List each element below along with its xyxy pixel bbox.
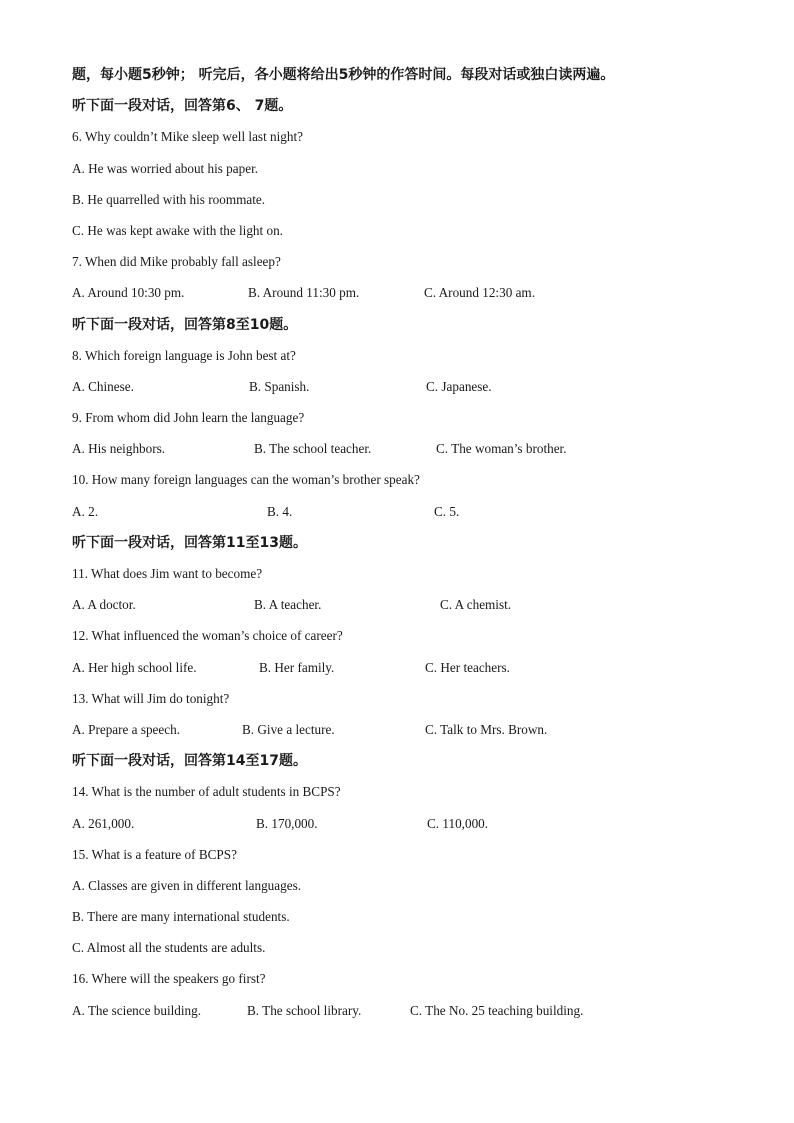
question-15-option-b: B. There are many international students.: [72, 909, 290, 925]
question-13-stem: 13. What will Jim do tonight?: [72, 690, 230, 706]
question-14-option-a: A. 261,000.: [72, 815, 135, 831]
question-13-option-b: B. Give a lecture.: [242, 721, 335, 737]
question-8-stem: 8. Which foreign language is John best at?: [72, 347, 296, 363]
question-9-options: [72, 438, 732, 469]
question-15-option-c: C. Almost all the students are adults.: [72, 940, 266, 956]
question-9-option-a: A. His neighbors.: [72, 441, 166, 457]
question-10-option-b: B. 4.: [267, 503, 293, 519]
section-heading-8-10: 听下面一段对话，回答第8至10题。: [72, 316, 298, 333]
question-10-option-a: A. 2.: [72, 503, 99, 519]
question-12-stem: 12. What influenced the woman’s choice of career?: [72, 628, 343, 644]
question-8-options: [72, 376, 732, 407]
question-11-stem: 11. What does Jim want to become?: [72, 566, 263, 581]
question-9-option-c: C. The woman’s brother.: [436, 441, 567, 457]
exam-page: [72, 64, 732, 1031]
question-11-option-c: C. A chemist.: [440, 597, 512, 613]
question-11-options: [72, 594, 732, 625]
question-10-option-c: C. 5.: [434, 503, 460, 519]
question-13-option-a: A. Prepare a speech.: [72, 721, 181, 737]
question-16-options: [72, 1000, 732, 1031]
question-16-stem: 16. Where will the speakers go first?: [72, 971, 266, 987]
question-10-stem: 10. How many foreign languages can the woman’s brother speak?: [72, 472, 420, 488]
question-12-option-c: C. Her teachers.: [425, 659, 510, 675]
question-8-option-c: C. Japanese.: [426, 378, 492, 394]
question-15-stem: 15. What is a feature of BCPS?: [72, 846, 237, 862]
question-6-option-a: A. He was worried about his paper.: [72, 160, 259, 176]
question-6-stem: 6. Why couldn’t Mike sleep well last night?: [72, 129, 303, 145]
question-14-options: [72, 813, 732, 844]
question-7-option-c: C. Around 12:30 am.: [424, 285, 535, 301]
question-11-option-a: A. A doctor.: [72, 597, 136, 613]
question-8-option-a: A. Chinese.: [72, 378, 134, 394]
question-8-option-b: B. Spanish.: [249, 378, 310, 394]
question-7-option-a: A. Around 10:30 pm.: [72, 285, 185, 301]
question-6-option-c: C. He was kept awake with the light on.: [72, 222, 283, 238]
question-13-option-c: C. Talk to Mrs. Brown.: [425, 721, 548, 737]
question-14-option-c: C. 110,000.: [427, 815, 489, 831]
section-heading-14-17: 听下面一段对话，回答第14至17题。: [72, 753, 307, 770]
question-7-stem: 7. When did Mike probably fall asleep?: [72, 254, 281, 270]
section-heading-6-7: 听下面一段对话，回答第6、 7题。: [72, 98, 293, 115]
question-16-option-c: C. The No. 25 teaching building.: [410, 1002, 584, 1018]
question-9-option-b: B. The school teacher.: [254, 441, 372, 457]
question-16-option-b: B. The school library.: [247, 1002, 362, 1018]
question-12-options: [72, 657, 732, 688]
question-10-options: [72, 501, 732, 532]
question-12-option-b: B. Her family.: [259, 659, 335, 675]
question-13-options: [72, 719, 732, 750]
question-6-option-b: B. He quarrelled with his roommate.: [72, 191, 266, 207]
section-heading-11-13: 听下面一段对话，回答第11至13题。: [72, 534, 307, 551]
question-15-option-a: A. Classes are given in different languages.: [72, 877, 302, 893]
question-7-option-b: B. Around 11:30 pm.: [248, 285, 360, 301]
question-14-option-b: B. 170,000.: [256, 815, 318, 831]
question-9-stem: 9. From whom did John learn the language?: [72, 410, 305, 426]
question-12-option-a: A. Her high school life.: [72, 659, 197, 675]
question-16-option-a: A. The science building.: [72, 1002, 202, 1018]
question-7-options: [72, 282, 732, 313]
question-14-stem: 14. What is the number of adult students in BCPS?: [72, 784, 341, 800]
question-11-option-b: B. A teacher.: [254, 597, 322, 613]
instructions-text: 题，每小题5秒钟； 听完后，各小题将给出5秒钟的作答时间。每段对话或独白读两遍。: [72, 67, 615, 83]
